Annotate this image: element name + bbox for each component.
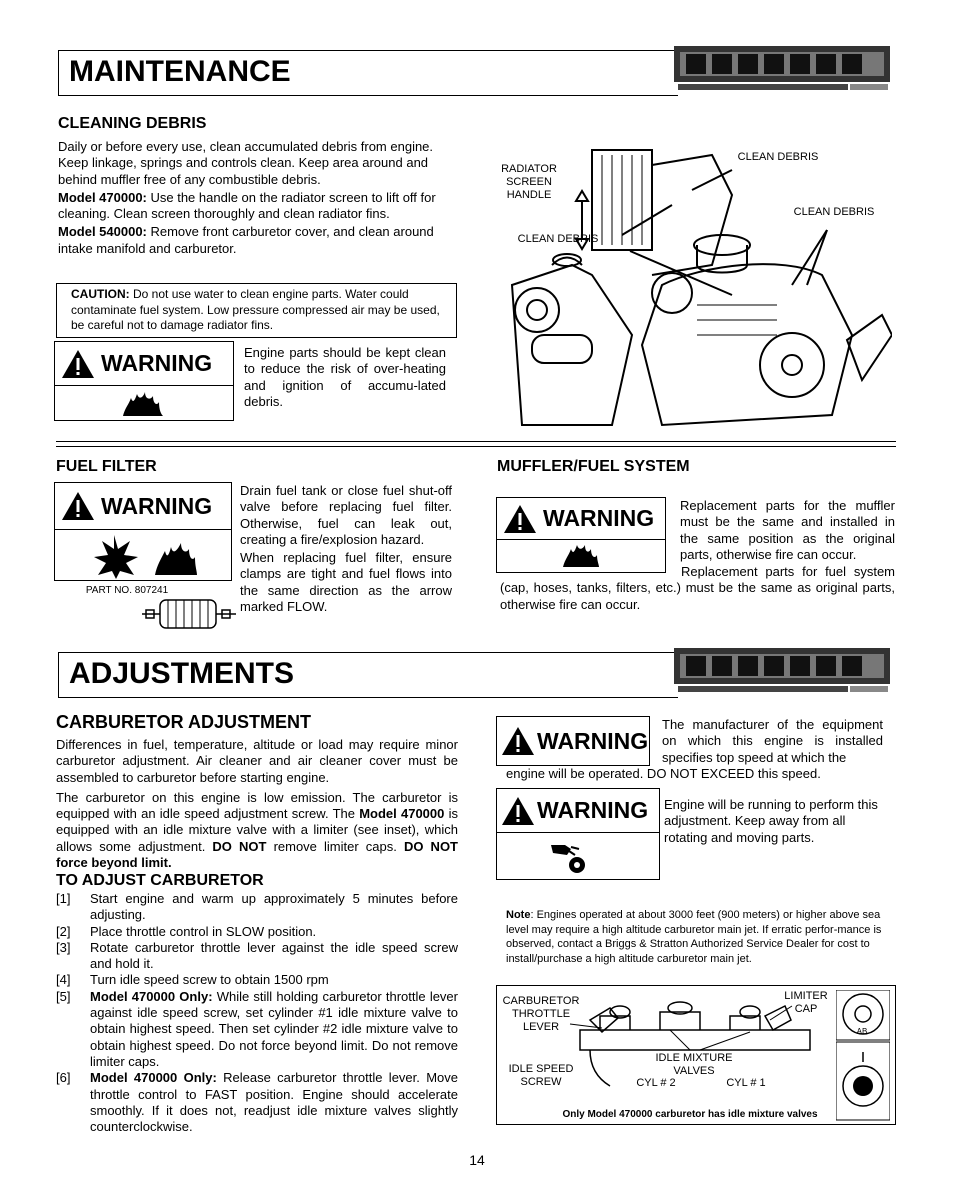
fuel-filter-para1: Drain fuel tank or close fuel shut-off valve before replacing fuel filter. Otherwise, fuel can leak out, creating a fire/explosion hazard. bbox=[240, 483, 452, 547]
warning-triangle-icon bbox=[61, 349, 95, 379]
fig-label-clean-debris-2: CLEAN DEBRIS bbox=[793, 206, 875, 218]
limiter-inset-illustration bbox=[836, 990, 890, 1122]
maintenance-title: MAINTENANCE bbox=[58, 50, 678, 96]
carburetor-adjustment-heading: CARBURETOR ADJUSTMENT bbox=[56, 712, 312, 732]
cleaning-debris-heading: CLEANING DEBRIS bbox=[58, 115, 207, 132]
fig-label-idle-speed-screw: IDLE SPEED SCREW bbox=[508, 1063, 574, 1088]
vanguard-logo bbox=[672, 44, 894, 94]
step-bold: Model 470000 Only: bbox=[90, 1070, 217, 1086]
fig-label-clean-debris-3: CLEAN DEBRIS bbox=[517, 233, 599, 245]
step-bold: Model 470000 Only: bbox=[90, 988, 213, 1004]
step-number: [4] bbox=[56, 972, 71, 988]
model2-label: Model 540000: bbox=[58, 224, 147, 240]
muffler-para2: Replacement parts for fuel system (cap, hoses, tanks, filters, etc.) must be the same as original parts, otherwise fire can occur. bbox=[500, 564, 895, 612]
carb-para2-b: Model 470000 bbox=[359, 806, 445, 822]
explosion-icon bbox=[89, 533, 139, 579]
muffler-heading: MUFFLER/FUEL SYSTEM bbox=[497, 458, 690, 475]
warning-box-rotating bbox=[496, 788, 660, 880]
warning-triangle-icon bbox=[503, 504, 537, 534]
step-text: Turn idle speed screw to obtain 1500 rpm bbox=[90, 972, 329, 988]
page-number: 14 bbox=[469, 1152, 485, 1168]
step-number: [1] bbox=[56, 891, 71, 906]
model2-text: Remove front carburetor cover, and clean around intake manifold and carburetor. bbox=[58, 224, 434, 256]
step-number: [2] bbox=[56, 923, 71, 939]
warning-speed-text-a: The manufacturer of the equipment on which this engine is installed specifies top speed at which the bbox=[662, 717, 883, 765]
fuel-filter-text bbox=[240, 483, 452, 615]
step-text: Release carburetor throttle lever. Move throttle control to FAST position. Engine should accelerate smoothly. If it does not, readjust idle mixture valves slightly counterclockwise. bbox=[90, 1070, 458, 1135]
warning-label: WARNING bbox=[543, 505, 655, 531]
step-text: While still holding carburetor throttle lever against idle speed screw, set cylinder #1 idle mixture valve to obtain highest speed. Then set cylinder #2 idle mixture valve to obtain highest speed. Do not force beyond limit. Do not remove limiter caps. bbox=[90, 988, 458, 1069]
fuel-filter-heading: FUEL FILTER bbox=[56, 458, 157, 475]
warning-label: WARNING bbox=[537, 727, 649, 754]
step-2 bbox=[56, 924, 458, 940]
step-text: Place throttle control in SLOW position. bbox=[90, 923, 317, 939]
carb-para2-a: The carburetor on this engine is low emission. The carburetor is equipped with an idle speed adjustment screw. The bbox=[56, 789, 458, 822]
caution-text: Do not use water to clean engine parts. Water could contaminate fuel system. Low pressure compressed air may be used, be careful not to damage radiator fins. bbox=[71, 287, 440, 332]
note-label: Note bbox=[506, 909, 531, 921]
caution-box bbox=[56, 283, 457, 338]
fuel-filter-illustration bbox=[140, 590, 240, 638]
cleaning-debris-text bbox=[58, 139, 458, 257]
part-number: PART NO. 807241 bbox=[85, 585, 169, 596]
fig-label-limiter-cap: LIMITER CAP bbox=[784, 990, 828, 1015]
step-5 bbox=[56, 989, 458, 1070]
adjustments-title: ADJUSTMENTS bbox=[58, 652, 678, 698]
warning-box-fuel-filter bbox=[54, 482, 232, 581]
warning-speed-text-b: engine will be operated. DO NOT EXCEED this speed. bbox=[506, 766, 821, 781]
step-4 bbox=[56, 972, 458, 988]
step-3 bbox=[56, 940, 458, 973]
fig-label-clean-debris-1: CLEAN DEBRIS bbox=[737, 151, 819, 163]
carb-para1: Differences in fuel, temperature, altitude or load may require minor carburetor adjustment. Air cleaner and air cleaner cover must be assembled to carburetor before starting engine. bbox=[56, 737, 458, 785]
caution-label: CAUTION: bbox=[71, 287, 130, 301]
warning-triangle-icon bbox=[61, 491, 95, 521]
fig-label-throttle-lever: CARBURETOR THROTTLE LEVER bbox=[502, 995, 580, 1033]
fig-label-radiator-handle: RADIATOR SCREEN HANDLE bbox=[501, 163, 557, 201]
note-text: : Engines operated at about 3000 feet (900 meters) or higher above sea level may require a high altitude carburetor main jet. If erratic perfor-mance is observed, contact a Briggs & Stratton Authorized Service Dealer for cost to install/purchase a high altitude carburetor main jet. bbox=[506, 909, 882, 965]
warning-box-speed bbox=[496, 716, 650, 766]
step-1 bbox=[56, 891, 458, 924]
carb-para2-e: remove limiter caps. bbox=[266, 838, 404, 854]
model1-label: Model 470000: bbox=[58, 189, 147, 205]
fig-label-cyl2: CYL # 2 bbox=[636, 1077, 676, 1089]
adjust-steps bbox=[56, 891, 458, 1135]
section-rule-2 bbox=[56, 446, 896, 447]
warning-label: WARNING bbox=[101, 492, 213, 519]
fig-label-idle-mixture-valves: IDLE MIXTURE VALVES bbox=[655, 1052, 733, 1077]
warning-box-muffler bbox=[496, 497, 666, 573]
carb-para2-d: DO NOT bbox=[212, 838, 267, 854]
step-number: [6] bbox=[56, 1070, 71, 1086]
carburetor-text bbox=[56, 737, 458, 871]
rotating-parts-icon bbox=[549, 839, 589, 875]
warning-label: WARNING bbox=[537, 797, 649, 823]
vanguard-logo bbox=[672, 646, 894, 696]
step-6 bbox=[56, 1070, 458, 1135]
step-number: [5] bbox=[56, 988, 71, 1004]
fuel-filter-para2: When replacing fuel filter, ensure clamps are tight and fuel flows into the same direction as the arrow marked FLOW. bbox=[240, 550, 452, 615]
section-rule-1 bbox=[56, 441, 896, 442]
fig-label-cyl1: CYL # 1 bbox=[726, 1077, 766, 1089]
altitude-note bbox=[506, 908, 888, 966]
model1-text: Use the handle on the radiator screen to lift off for cleaning. Clean screen thoroughly and clean radiator fins. bbox=[58, 189, 436, 222]
warning-triangle-icon bbox=[501, 796, 535, 826]
cleaning-para1: Daily or before every use, clean accumulated debris from engine. Keep linkage, springs and controls clean. Keep area around and behind muffler free of any combustible debris. bbox=[58, 139, 434, 187]
step-text: Start engine and warm up approximately 5 minutes before adjusting. bbox=[90, 891, 458, 923]
fig-label-inset-ab: AB bbox=[856, 1027, 868, 1036]
figure-caption: Only Model 470000 carburetor has idle mixture valves bbox=[562, 1109, 818, 1120]
warning-label: WARNING bbox=[101, 350, 213, 376]
fire-icon bbox=[119, 390, 167, 418]
warning-debris-text: Engine parts should be kept clean to reduce the risk of over-heating and ignition of accumu-lated debris. bbox=[244, 345, 446, 409]
warning-rotating-text: Engine will be running to perform this adjustment. Keep away from all rotating and moving parts. bbox=[664, 797, 878, 845]
warning-triangle-icon bbox=[501, 726, 535, 756]
carb-para2-c: is equipped with an idle mixture valve with a limiter (see inset), which allows some adjustment. bbox=[56, 806, 458, 854]
carb-para2-f: DO NOT force beyond limit. bbox=[56, 838, 458, 871]
muffler-para1: Replacement parts for the muffler must be the same and installed in the same position as the original parts, otherwise fire can occur. bbox=[680, 498, 895, 562]
warning-box-debris bbox=[54, 341, 234, 421]
to-adjust-heading: TO ADJUST CARBURETOR bbox=[56, 872, 264, 889]
step-text: Rotate carburetor throttle lever against the idle speed screw and hold it. bbox=[90, 939, 458, 972]
step-number: [3] bbox=[56, 939, 71, 955]
fire-icon bbox=[153, 541, 199, 577]
